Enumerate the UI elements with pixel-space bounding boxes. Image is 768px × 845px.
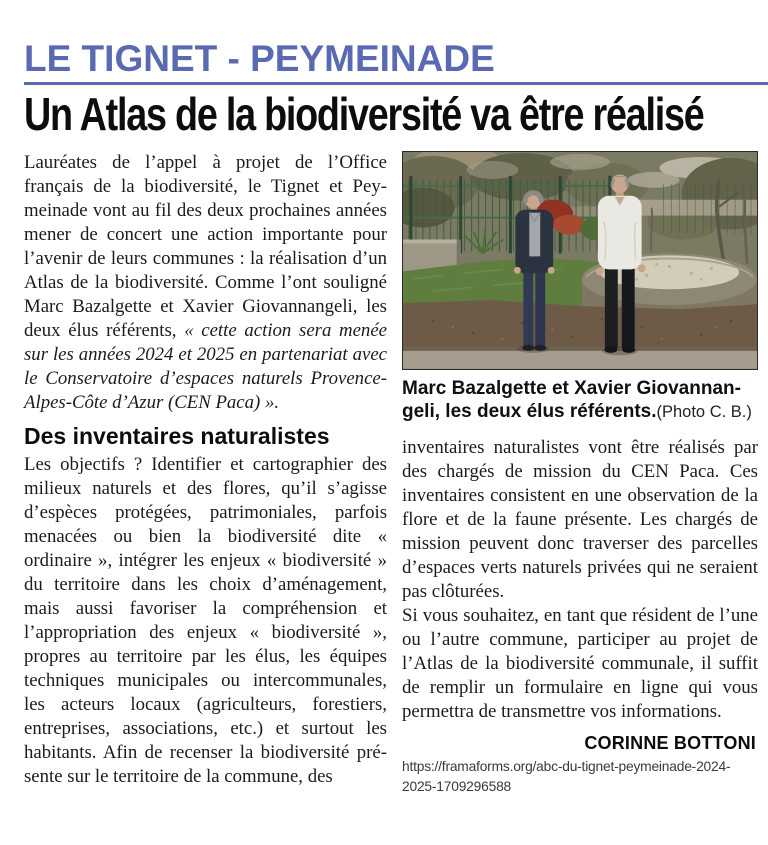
article-headline: Un Atlas de la biodiversité va être réalisé (24, 88, 704, 140)
col2-paragraph-1: inventaires naturalistes vont être réalisés par des chargés de mission du CEN Paca. Ces inventaires consistent en une observation de la flore et de la faune présente. Les chargés de mission peuvent donc traverser des parcelles d’espaces verts naturels privées qui ne seraient pas clôturées. (402, 436, 758, 602)
intro-paragraph (24, 151, 387, 415)
subheading: Des inventaires naturalistes (24, 422, 330, 449)
column-left (24, 151, 387, 789)
dirt-ground (403, 300, 757, 369)
author-byline: CORINNE BOTTONI (584, 732, 756, 753)
kicker-underline-rule (24, 82, 768, 85)
article-columns (0, 138, 768, 798)
article-figure (402, 151, 758, 425)
objectives-paragraph: Les objectifs ? Identifier et cartographier des milieux naturels et des flores, qu’il s’agisse d’espèces protégées, patrimoniales, parfois menacées ou bien la biodiversité dite « ordinaire », intégrer les enjeux « biodiversité » du territoire dans les choix d’aménagement, mais aussi favoriser la compréhension et l’appropriation des enjeux « biodiversité », propres au territoire par les élus, les équipes techniques municipales ou intercommunales, les acteurs locaux (agriculteurs, forestiers, entreprises, associations, etc.) et surtout les habitants. Afin de recenser la biodiversité présente sur le territoire de la commune, des (24, 454, 387, 788)
column-right (402, 151, 758, 798)
quote-text: « cette action sera menée sur les années 2024 et 2025 en partenariat avec le Conservatoire d’espaces naturels Provence-Alpes-Côte d’Azur (CEN Paca) ». (24, 319, 387, 413)
section-kicker: LE TIGNET - PEYMEINADE (24, 38, 495, 79)
photo-caption (402, 377, 758, 425)
form-url: https://framaforms.org/abc-du-tignet-peymeinade-2024-2025-1709296588 (402, 758, 731, 795)
article-photo (403, 152, 757, 369)
intro-text: Lauréates de l’appel à projet de l’Office français de la biodiversité, le Tignet et Peymeinade vont au fil des deux prochaines années mener de concert une action importante pour l’avenir de leurs communes : la réalisation d’un Atlas de la biodiversité. Comme l’ont souligné Marc Bazalgette et Xavier Giovannangeli, les deux élus référents, (24, 151, 387, 341)
col2-paragraph-2: Si vous souhaitez, en tant que résident de l’une ou l’autre commune, participer au projet de l’Atlas de la biodiversité communale, il suffit de remplir un formulaire en ligne qui vous permettra de transmettre vos informations. (402, 604, 758, 722)
photo-credit: (Photo C. B.) (656, 403, 752, 422)
photo-frame (402, 151, 758, 370)
article-header (0, 0, 768, 138)
caption-text: Marc Bazalgette et Xavier Giovannangeli, les deux élus référents. (402, 377, 741, 423)
